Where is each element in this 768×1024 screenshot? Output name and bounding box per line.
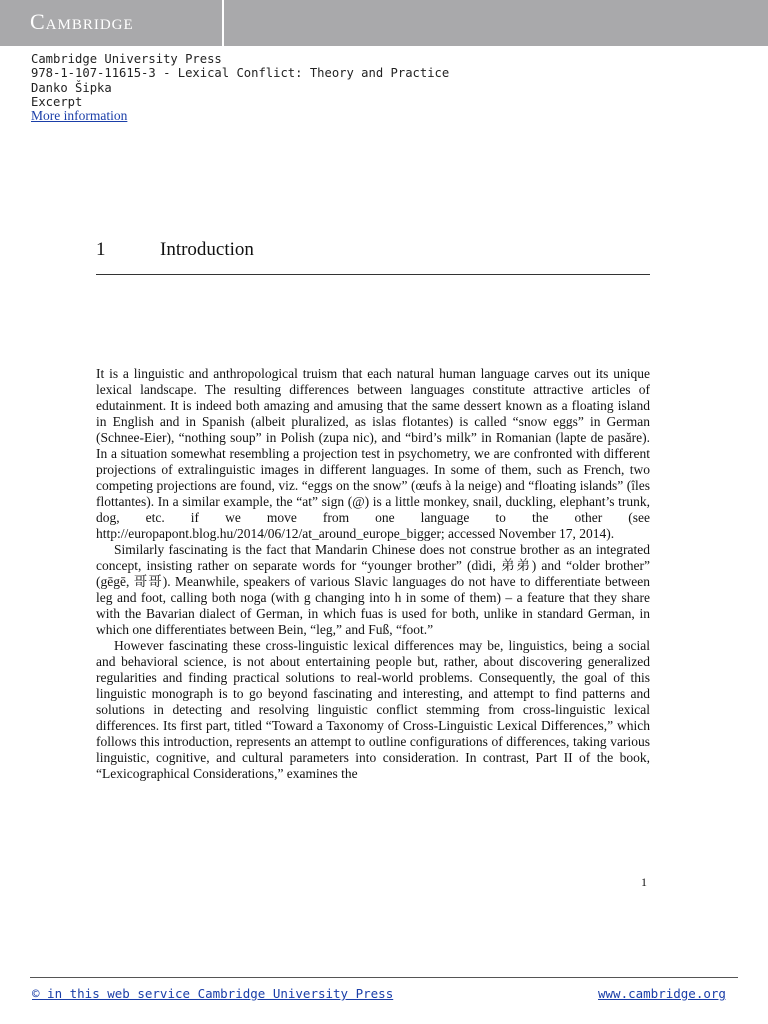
- cambridge-banner: [0, 0, 768, 46]
- chapter-body: [96, 366, 650, 782]
- chapter-rule: [96, 274, 650, 275]
- cambridge-website-link[interactable]: www.cambridge.org: [598, 986, 726, 1001]
- more-information-link[interactable]: More information: [31, 108, 128, 124]
- copyright-link[interactable]: © in this web service Cambridge University Press: [32, 986, 394, 1001]
- banner-divider: [222, 0, 224, 46]
- chapter-title: Introduction: [160, 239, 254, 260]
- publisher-line: Cambridge University Press: [31, 52, 222, 66]
- excerpt-line: Excerpt: [31, 94, 83, 109]
- book-metadata: [31, 52, 449, 123]
- isbn-title-line: 978-1-107-11615-3 - Lexical Conflict: Theory and Practice: [31, 66, 450, 81]
- chapter-number: 1: [96, 239, 106, 260]
- paragraph-1: It is a linguistic and anthropological truism that each natural human language carves out its unique lexical landscape. The resulting differences between languages constitute attractive articles of edutainment. It is indeed both amazing and amusing that the same dessert known as a floating island in English and in Spanish (albeit pluralized, as islas flotantes) is called “snow eggs” in German (Schnee-Eier), “nothing soup” in Polish (zupa nic), and “bird’s milk” in Romanian (lapte de pasăre). In a situation somewhat resembling a projection test in psychometry, we are confronted with different projections of extralinguistic images in different languages. In some of them, such as French, two competing projections are found, viz. “eggs on the snow” (œufs à la neige) and “floating islands” (îles flottantes). In a similar example, the “at” sign (@) is a little monkey, snail, duckling, elephant’s trunk, dog, etc. if we move from one language to the other (see http://europapont.blog.hu/2014/06/12/at_around_europe_bigger; accessed November 17, 2014).: [96, 366, 650, 541]
- author-line: Danko Šipka: [31, 80, 112, 95]
- page-number: 1: [641, 875, 647, 889]
- footer-rule: [30, 977, 738, 978]
- paragraph-2: Similarly fascinating is the fact that Mandarin Chinese does not construe brother as an integrated concept, insisting rather on separate words for “younger brother” (dìdi, 弟弟) and “older brother” (gēgē, 哥哥). Meanwhile, speakers of various Slavic languages do not have to differentiate between leg and foot, calling both noga (with g changing into h in some of them) – a feature that they share with the Bavarian dialect of German, in which fuas is used for both, unlike in standard German, in which one differentiates between Bein, “leg,” and Fuß, “foot.”: [96, 542, 650, 637]
- paragraph-3: However fascinating these cross-linguistic lexical differences may be, linguistics, being a social and behavioral science, is not about entertaining people but, rather, about discovering generalized regularities and finding practical solutions to real-world problems. Consequently, the goal of this linguistic monograph is to go beyond fascinating and interesting, and attempt to find patterns and solutions in detecting and resolving linguistic conflict stemming from cross-linguistic lexical differences. Its first part, titled “Toward a Taxonomy of Cross-Linguistic Lexical Differences,” which follows this introduction, represents an attempt to outline configurations of differences, taking various linguistic, cognitive, and cultural parameters into consideration. In contrast, Part II of the book, “Lexicographical Considerations,” examines the: [96, 638, 650, 781]
- cambridge-logo: Cambridge: [30, 9, 134, 34]
